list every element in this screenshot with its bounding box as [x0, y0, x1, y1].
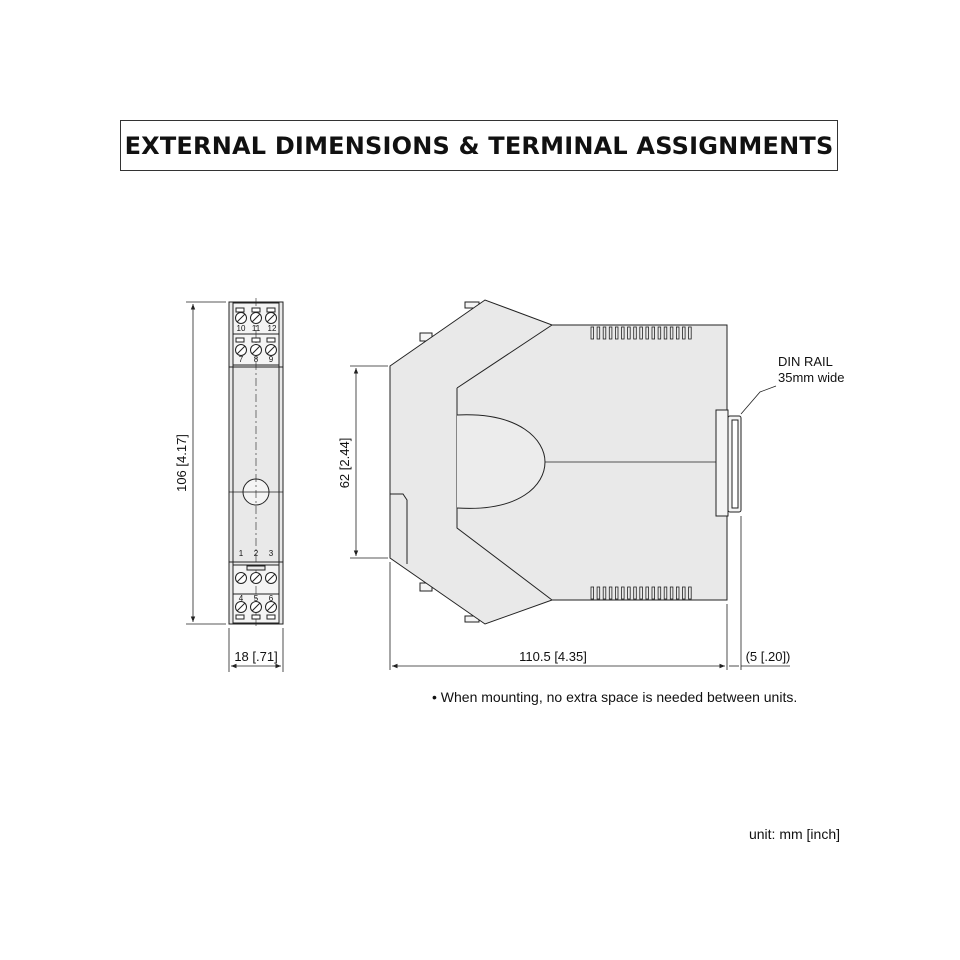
side-height-label: 106 [4.17]: [174, 434, 189, 492]
terminal-3: 3: [268, 549, 274, 558]
terminal-2: 2: [253, 549, 259, 558]
rail-offset-label: (5 [.20]): [745, 649, 791, 664]
terminal-4: 4: [238, 594, 244, 603]
din-rail: [716, 410, 741, 516]
front-view: [390, 300, 727, 624]
mounting-note: • When mounting, no extra space is needed between units.: [432, 689, 798, 705]
terminal-8: 8: [253, 355, 259, 364]
terminal-1: 1: [238, 549, 244, 558]
front-height-dimension: [350, 366, 388, 558]
din-rail-width-label: 35mm wide: [778, 370, 845, 385]
terminal-7: 7: [238, 355, 244, 364]
terminal-12: 12: [267, 324, 277, 333]
side-height-dimension: [186, 302, 226, 624]
terminal-11: 11: [251, 324, 261, 333]
front-height-label: 62 [2.44]: [337, 437, 352, 489]
page-title: EXTERNAL DIMENSIONS & TERMINAL ASSIGNMENTS: [124, 131, 834, 160]
unit-label: unit: mm [inch]: [748, 826, 840, 842]
terminal-9: 9: [268, 355, 274, 364]
side-width-label: 18 [.71]: [234, 649, 278, 664]
terminal-5: 5: [253, 594, 259, 603]
terminal-10: 10: [236, 324, 246, 333]
din-rail-label: DIN RAIL: [778, 354, 833, 369]
din-rail-leader: [741, 386, 776, 414]
terminal-6: 6: [268, 594, 274, 603]
front-depth-label: 110.5 [4.35]: [519, 649, 587, 664]
